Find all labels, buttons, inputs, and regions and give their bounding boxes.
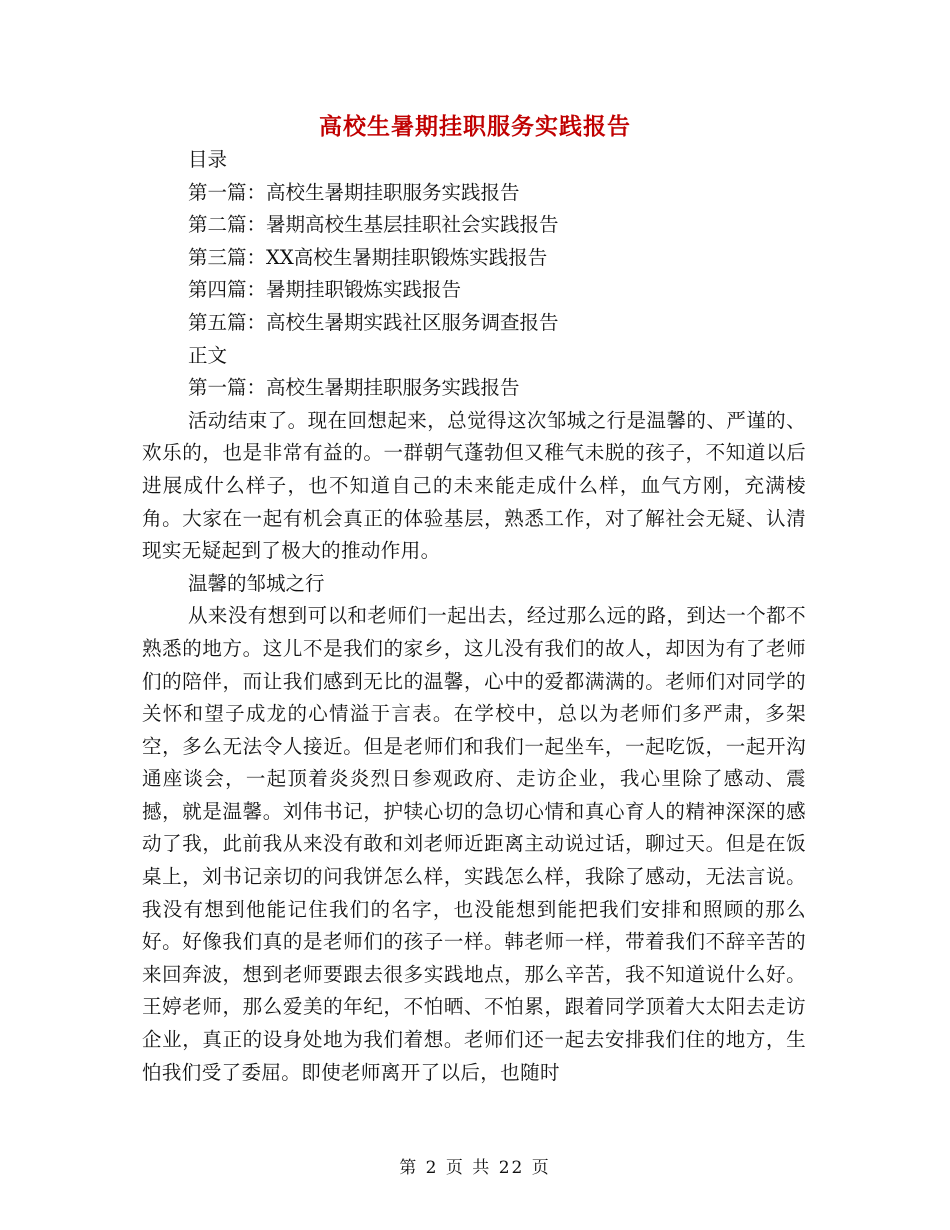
chapter-heading: 第一篇：高校生暑期挂职服务实践报告 [188, 376, 520, 400]
body-heading: 正文 [188, 343, 228, 367]
document-body [142, 144, 806, 1089]
paragraph: 活动结束了。现在回想起来，总觉得这次邹城之行是温馨的、严谨的、欢乐的，也是非常有益的。一群朝气蓬勃但又稚气未脱的孩子，不知道以后进展成什么样子，也不知道自己的未来能走成什么样，血气方刚，充满棱角。大家在一起有机会真正的体验基层，熟悉工作，对了解社会无疑、认清现实无疑起到了极大的推动作用。 [142, 408, 806, 563]
toc-item: 第三篇：XX高校生暑期挂职锻炼实践报告 [188, 245, 548, 269]
document-title: 高校生暑期挂职服务实践报告 [319, 113, 631, 140]
toc-item: 第四篇：暑期挂职锻炼实践报告 [188, 278, 462, 302]
toc-item: 第五篇：高校生暑期实践社区服务调查报告 [188, 310, 559, 334]
toc-item: 第一篇：高校生暑期挂职服务实践报告 [188, 180, 520, 204]
paragraph: 从来没有想到可以和老师们一起出去，经过那么远的路，到达一个都不熟悉的地方。这儿不是我们的家乡，这儿没有我们的故人，却因为有了老师们的陪伴，而让我们感到无比的温馨，心中的爱都满满的。老师们对同学的关怀和望子成龙的心情溢于言表。在学校中，总以为老师们多严肃，多架空，多么无法令人接近。但是老师们和我们一起坐车，一起吃饭，一起开沟通座谈会，一起顶着炎炎烈日参观政府、走访企业，我心里除了感动、震撼，就是温馨。刘伟书记，护犊心切的急切心情和真心育人的精神深深的感动了我，此前我从来没有敢和刘老师近距离主动说过话，聊过天。但是在饭桌上，刘书记亲切的问我饼怎么样，实践怎么样，我除了感动，无法言说。我没有想到他能记住我们的名字，也没能想到能把我们安排和照顾的那么好。好像我们真的是老师们的孩子一样。韩老师一样，带着我们不辞辛苦的来回奔波，想到老师要跟去很多实践地点，那么辛苦，我不知道说什么好。王婷老师，那么爱美的年纪，不怕晒、不怕累，跟着同学顶着大太阳去走访企业，真正的设身处地为我们着想。老师们还一起去安排我们住的地方，生怕我们受了委屈。即使老师离开了以后，也随时 [142, 604, 806, 1084]
page-number-footer: 第 2 页 共 22 页 [399, 1158, 551, 1178]
toc-item: 第二篇：暑期高校生基层挂职社会实践报告 [188, 213, 559, 237]
toc-heading: 目录 [188, 148, 228, 171]
section-heading: 温馨的邹城之行 [188, 571, 325, 595]
